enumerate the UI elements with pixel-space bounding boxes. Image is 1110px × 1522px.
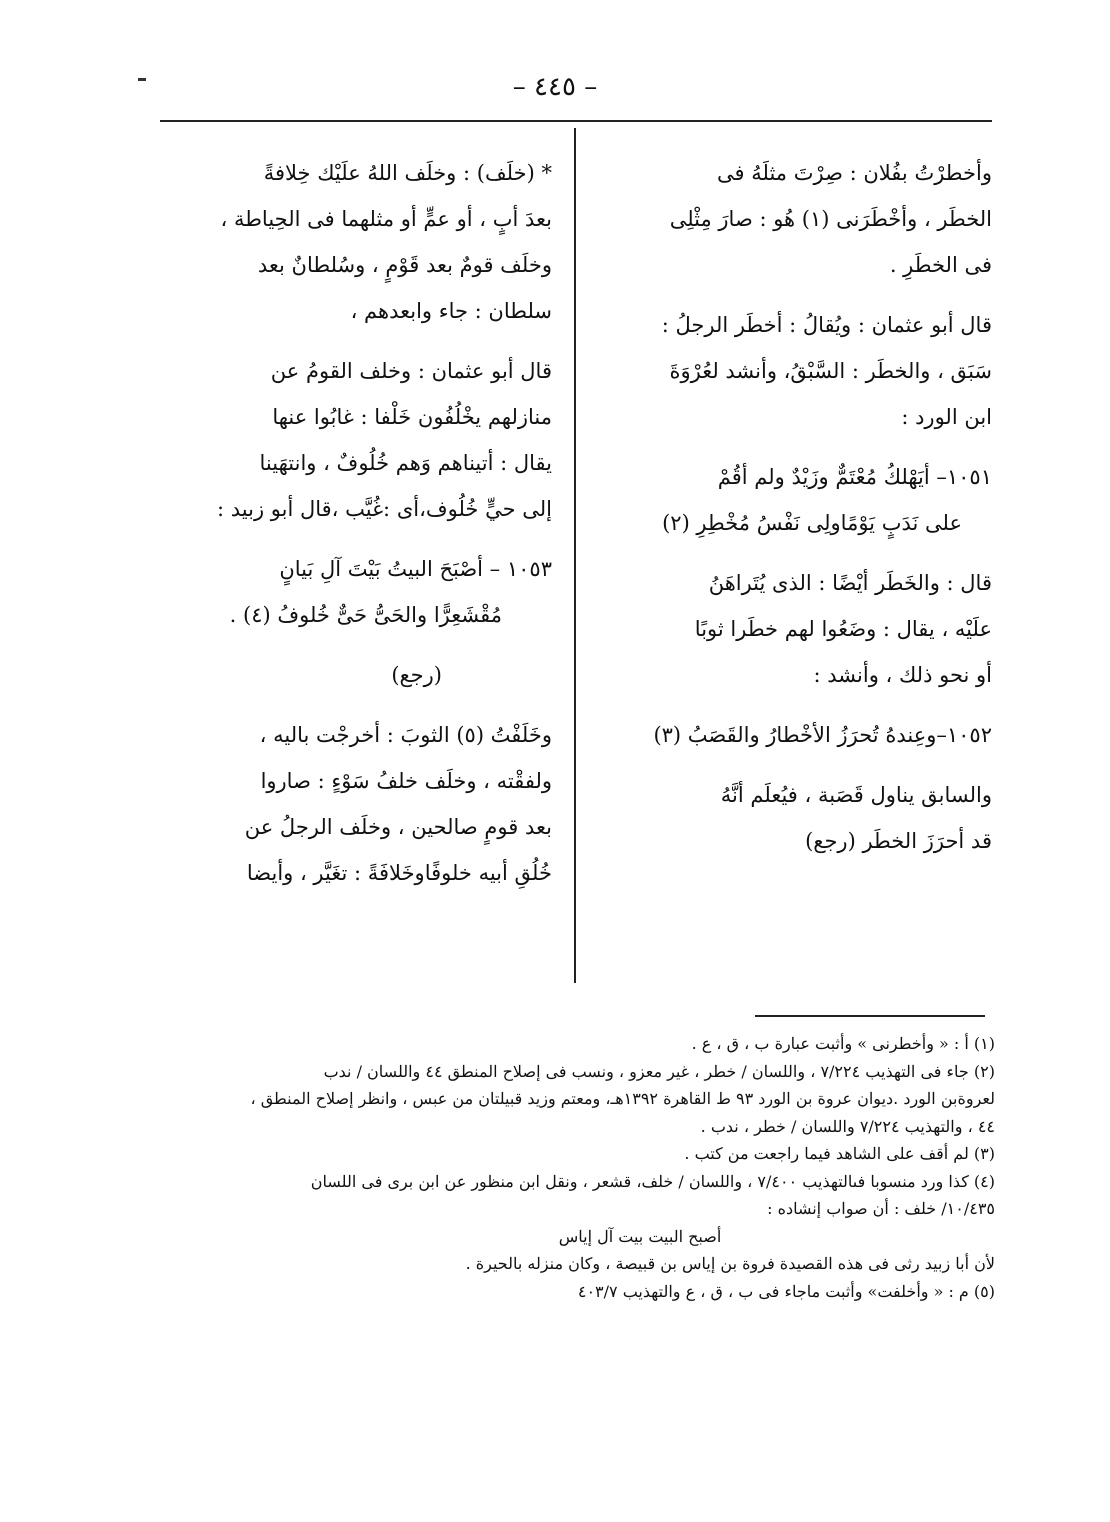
verse-1051 <box>600 454 992 546</box>
text-line: وأخطرْتُ بفُلان : صِرْتَ مثلَهُ فى <box>717 161 992 185</box>
return-marker <box>160 652 552 698</box>
text-line: * (خلَف) : وخلَف اللهُ علَيْك خِلافةً <box>263 161 552 185</box>
verse-line: مُقْشَعِرًّا والحَىُّ حَىٌّ خُلوفُ (٤) . <box>229 603 502 627</box>
text-line: والسابق يناول قَصَبة ، فيُعلَم أنَّهُ <box>720 783 992 807</box>
text-line: وخلَف قومٌ بعد قَوْمٍ ، وسُلطانٌ بعد <box>257 253 552 277</box>
verse-line: ١٠٥١– أيَهْلكُ مُعْتَمٌّ وزَيْدٌ ولم أقُمْ <box>717 465 992 489</box>
verse-line: ١٠٥٣ – أصْبَحَ البيتُ بَيْتَ آلِ بَيانٍ <box>279 557 552 581</box>
paragraph <box>600 302 992 440</box>
text-line: سلطان : جاء وابعدهم ، <box>350 299 552 323</box>
footnote-line: (٤) كذا ورد منسوبا فىالتهذيب ٧/٤٠٠ ، واللسان / خلف، قشعر ، ونقل ابن منظور عن ابن برى فى اللسان <box>310 1171 995 1191</box>
footnote-rule <box>755 1015 985 1017</box>
text-line: الخطَر ، وأخْطَرَنى (١) هُو : صارَ مِثْلِى <box>669 207 992 231</box>
text-line: قد أحرَزَ الخطَر (رجع) <box>805 829 992 853</box>
footnotes <box>165 1030 995 1305</box>
verse-1052 <box>600 712 992 758</box>
text-line: ابن الورد : <box>901 405 992 429</box>
paragraph <box>600 150 992 288</box>
paragraph <box>160 348 552 532</box>
footnote-line: لعروةبن الورد .ديوان عروة بن الورد ٩٣ ط القاهرة ١٣٩٢هـ، ومعتم وزيد قبيلتان من عبس ، وانظر إصلاح المنطق ، <box>250 1089 995 1108</box>
entry-khalaf <box>160 150 552 334</box>
page-number: – ٤٤٥ – <box>512 72 598 102</box>
text-line: ولفقْته ، وخلَف خلفُ سَوْءٍ : صاروا <box>260 769 552 793</box>
text-line: خُلُقِ أبيه خلوفًاوخَلافَةً : تغَيَّر ، وأيضا <box>246 861 552 885</box>
text-line: وخَلَفْتُ (٥) الثوبَ : أخرجْت باليه ، <box>259 723 552 747</box>
text-line: قال : والخَطَر أيْضًا : الذى يُتَراهَنُ <box>708 571 992 595</box>
footnote-line: (١) أ : « وأخطرنى » وأثبت عبارة ب ، ق ، ع . <box>691 1034 995 1053</box>
text-line: سَبَق ، والخطَر : السَّبْقُ، وأنشد لعُرْوَةَ <box>669 359 992 383</box>
verse-line: ١٠٥٢–وعِندهُ تُحرَزُ الأخْطارُ والقَصَبُ (٣) <box>653 723 992 747</box>
text-line: أو نحو ذلك ، وأنشد : <box>813 663 992 687</box>
paragraph <box>160 712 552 896</box>
text-line: إلى حيٍّ خُلُوف،أى :غُيَّب ،قال أبو زبيد : <box>217 497 552 521</box>
text-line: بعد قومٍ صالحين ، وخلَف الرجلُ عن <box>244 815 552 839</box>
footnote-line: (٣) لم أقف على الشاهد فيما راجعت من كتب . <box>684 1144 995 1163</box>
right-column <box>600 150 992 878</box>
verse-1053 <box>160 546 552 638</box>
text-line: (رجع) <box>391 663 442 687</box>
footnote-verse: أصبح البيت بيت آل إياس <box>558 1226 722 1246</box>
paragraph <box>600 560 992 698</box>
footnote-line: (٥) م : « وأخلفت» وأثبت ماجاء فى ب ، ق ، ع والتهذيب ٤٠٣/٧ <box>577 1281 995 1301</box>
paragraph <box>600 772 992 864</box>
verse-line: على نَدَبٍ يَوْمًاولِى نَفْسُ مُخْطِرِ (٢) <box>662 511 962 535</box>
header-rule <box>160 120 992 122</box>
text-line: قال أبو عثمان : وخلف القومُ عن <box>270 359 552 383</box>
text-line: فى الخطَرِ . <box>889 253 992 277</box>
footnote-line: لأن أبا زبيد رثى فى هذه القصيدة فروة بن إياس بن قبيصة ، وكان منزله بالحيرة . <box>465 1254 995 1273</box>
column-divider <box>574 128 576 983</box>
footnote-line: ٤٤ ، والتهذيب ٧/٢٢٤ واللسان / خطر ، ندب . <box>700 1116 995 1136</box>
text-line: منازلهم يخْلُفُون خَلْفا : غابُوا عنها <box>272 405 552 429</box>
left-column <box>160 150 552 910</box>
text-line: بعدَ أبٍ ، أو عمٍّ أو مثلهما فى الحِياطة ، <box>220 207 552 231</box>
text-line: علَيْه ، يقال : وضَعُوا لهم خطَرا ثوبًا <box>694 617 992 641</box>
text-line: يقال : أتيناهم وَهم خُلُوفٌ ، وانتهَينا <box>259 451 552 475</box>
text-line: قال أبو عثمان : ويُقالُ : أخطَر الرجلُ : <box>661 313 992 337</box>
footnote-line: ١٠/٤٣٥/ خلف : أن صواب إنشاده : <box>767 1199 995 1218</box>
footnote-line: (٢) جاء فى التهذيب ٧/٢٢٤ ، واللسان / خطر ، غير معزو ، ونسب فى إصلاح المنطق ٤٤ واللسان / ندب <box>323 1061 995 1081</box>
